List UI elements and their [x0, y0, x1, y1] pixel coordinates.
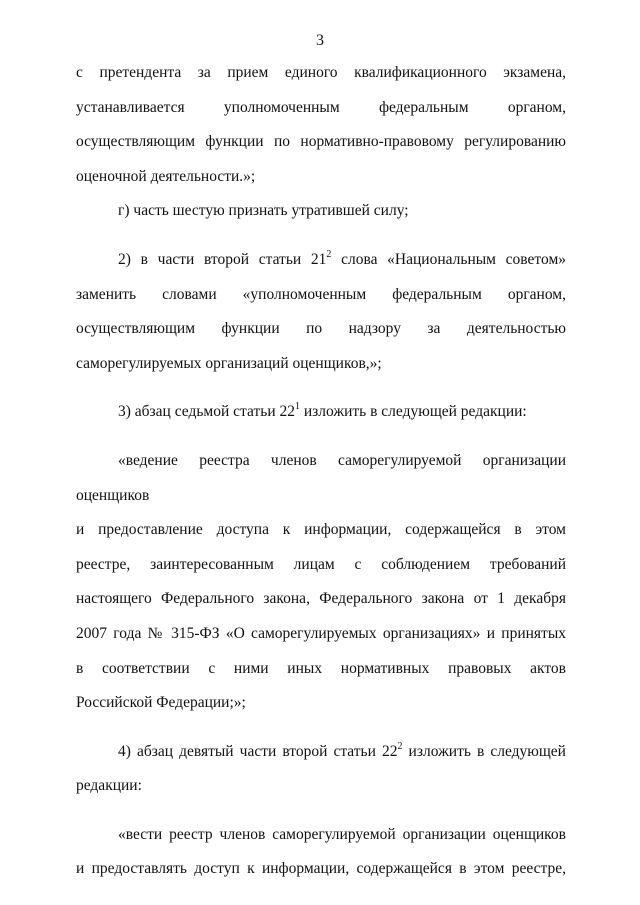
paragraph-3 — [76, 278, 566, 347]
line: устанавливается уполномоченным федеральным органом, — [76, 98, 566, 116]
document-body — [76, 56, 566, 887]
paragraph-2 — [76, 194, 566, 229]
line: редакции: — [76, 777, 142, 795]
line: настоящего Федерального закона, Федерального закона от 1 декабря — [76, 590, 566, 608]
page-number: 3 — [316, 32, 324, 49]
paragraph-7-line-1 — [76, 818, 566, 853]
line: г) часть шестую признать утратившей силу; — [118, 202, 409, 220]
paragraph-5-line-1 — [76, 444, 566, 513]
line: в соответствии с ними иных нормативных правовых актов — [76, 659, 566, 677]
line: заменить словами «уполномоченным федеральным органом, — [76, 285, 566, 303]
paragraph-6-end — [76, 769, 566, 804]
line: Российской Федерации;»; — [76, 694, 246, 712]
line: 3) абзац седьмой статьи 22 — [118, 403, 295, 421]
paragraph-6-line-1 — [76, 735, 566, 770]
paragraph-3-line-1 — [76, 243, 566, 278]
line: и предоставлять доступ к информации, содержащейся в этом реестре, — [76, 860, 566, 878]
superscript: 2 — [397, 740, 403, 752]
line: с претендента за прием единого квалификационного экзамена, — [76, 64, 566, 81]
line: «вести реестр членов саморегулируемой организации оценщиков — [118, 825, 566, 843]
line: осуществляющим функции по нормативно-правовому регулированию — [76, 133, 566, 151]
line-tail: слова «Национальным советом» — [331, 250, 567, 268]
line: осуществляющим функции по надзору за деятельностью — [76, 320, 566, 338]
line: саморегулируемых организаций оценщиков,»; — [76, 354, 382, 372]
line: оценочной деятельности.»; — [76, 167, 256, 185]
line-tail: изложить в следующей — [402, 742, 566, 760]
superscript: 1 — [295, 401, 300, 413]
line: 2007 года № 315-ФЗ «О саморегулируемых организациях» и принятых — [76, 624, 566, 642]
paragraph-3-end — [76, 347, 566, 382]
line: и предоставление доступа к информации, содержащейся в этом — [76, 521, 566, 539]
paragraph-1-end — [76, 160, 566, 195]
line: «ведение реестра членов саморегулируемой организации оценщиков — [76, 451, 566, 504]
superscript: 2 — [326, 248, 332, 260]
paragraph-7 — [76, 852, 566, 887]
paragraph-5-end — [76, 686, 566, 721]
line: 4) абзац девятый части второй статьи 22 — [118, 742, 398, 760]
paragraph-1 — [76, 56, 566, 160]
line: реестре, заинтересованным лицам с соблюдением требований — [76, 555, 566, 573]
line-tail: изложить в следующей редакции: — [300, 403, 527, 421]
paragraph-5 — [76, 513, 566, 686]
paragraph-4 — [76, 395, 566, 430]
line: 2) в части второй статьи 21 — [118, 250, 327, 268]
